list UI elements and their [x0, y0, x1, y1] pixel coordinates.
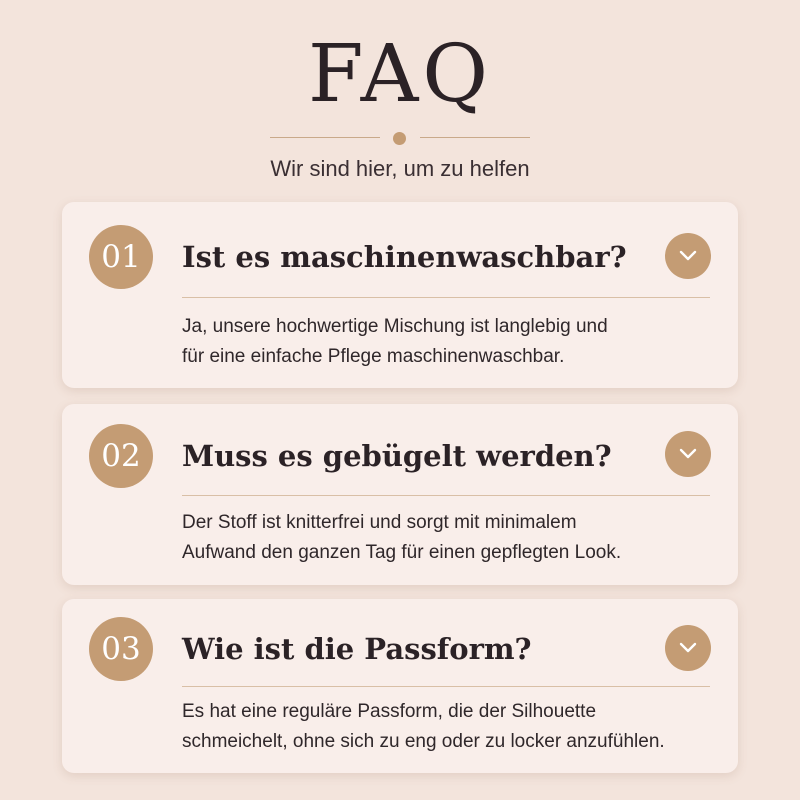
faq-toggle-button[interactable]	[665, 431, 711, 477]
faq-question: Muss es gebügelt werden?	[182, 439, 612, 473]
faq-toggle-button[interactable]	[665, 625, 711, 671]
chevron-down-icon	[678, 248, 698, 264]
faq-answer	[182, 508, 727, 568]
faq-number-badge: 02	[89, 424, 153, 488]
faq-question: Wie ist die Passform?	[182, 632, 532, 666]
faq-number-badge: 03	[89, 617, 153, 681]
title-divider-left	[270, 137, 380, 138]
faq-answer	[182, 312, 727, 372]
chevron-down-icon	[678, 640, 698, 656]
faq-toggle-button[interactable]	[665, 233, 711, 279]
chevron-down-icon	[678, 446, 698, 462]
faq-divider	[182, 495, 710, 496]
faq-answer-line: schmeichelt, ohne sich zu eng oder zu locker anzufühlen.	[182, 731, 665, 752]
faq-answer	[182, 697, 727, 757]
faq-answer-line: Aufwand den ganzen Tag für einen gepflegten Look.	[182, 542, 622, 563]
faq-number-badge: 01	[89, 225, 153, 289]
faq-item-2[interactable]	[62, 404, 738, 585]
faq-answer-line: Ja, unsere hochwertige Mischung ist langlebig und	[182, 316, 608, 337]
page-subtitle: Wir sind hier, um zu helfen	[270, 156, 530, 181]
title-divider-right	[420, 137, 530, 138]
faq-item-3[interactable]	[62, 599, 738, 773]
faq-header	[0, 0, 800, 200]
faq-answer-line: für eine einfache Pflege maschinenwaschbar.	[182, 346, 565, 367]
faq-divider	[182, 297, 710, 298]
faq-answer-line: Der Stoff ist knitterfrei und sorgt mit minimalem	[182, 512, 577, 533]
title-divider-dot	[393, 132, 406, 145]
faq-answer-line: Es hat eine reguläre Passform, die der Silhouette	[182, 701, 597, 722]
faq-question: Ist es maschinenwaschbar?	[182, 240, 627, 274]
faq-item-1[interactable]	[62, 202, 738, 388]
faq-divider	[182, 686, 710, 687]
page-title: FAQ	[308, 27, 492, 120]
